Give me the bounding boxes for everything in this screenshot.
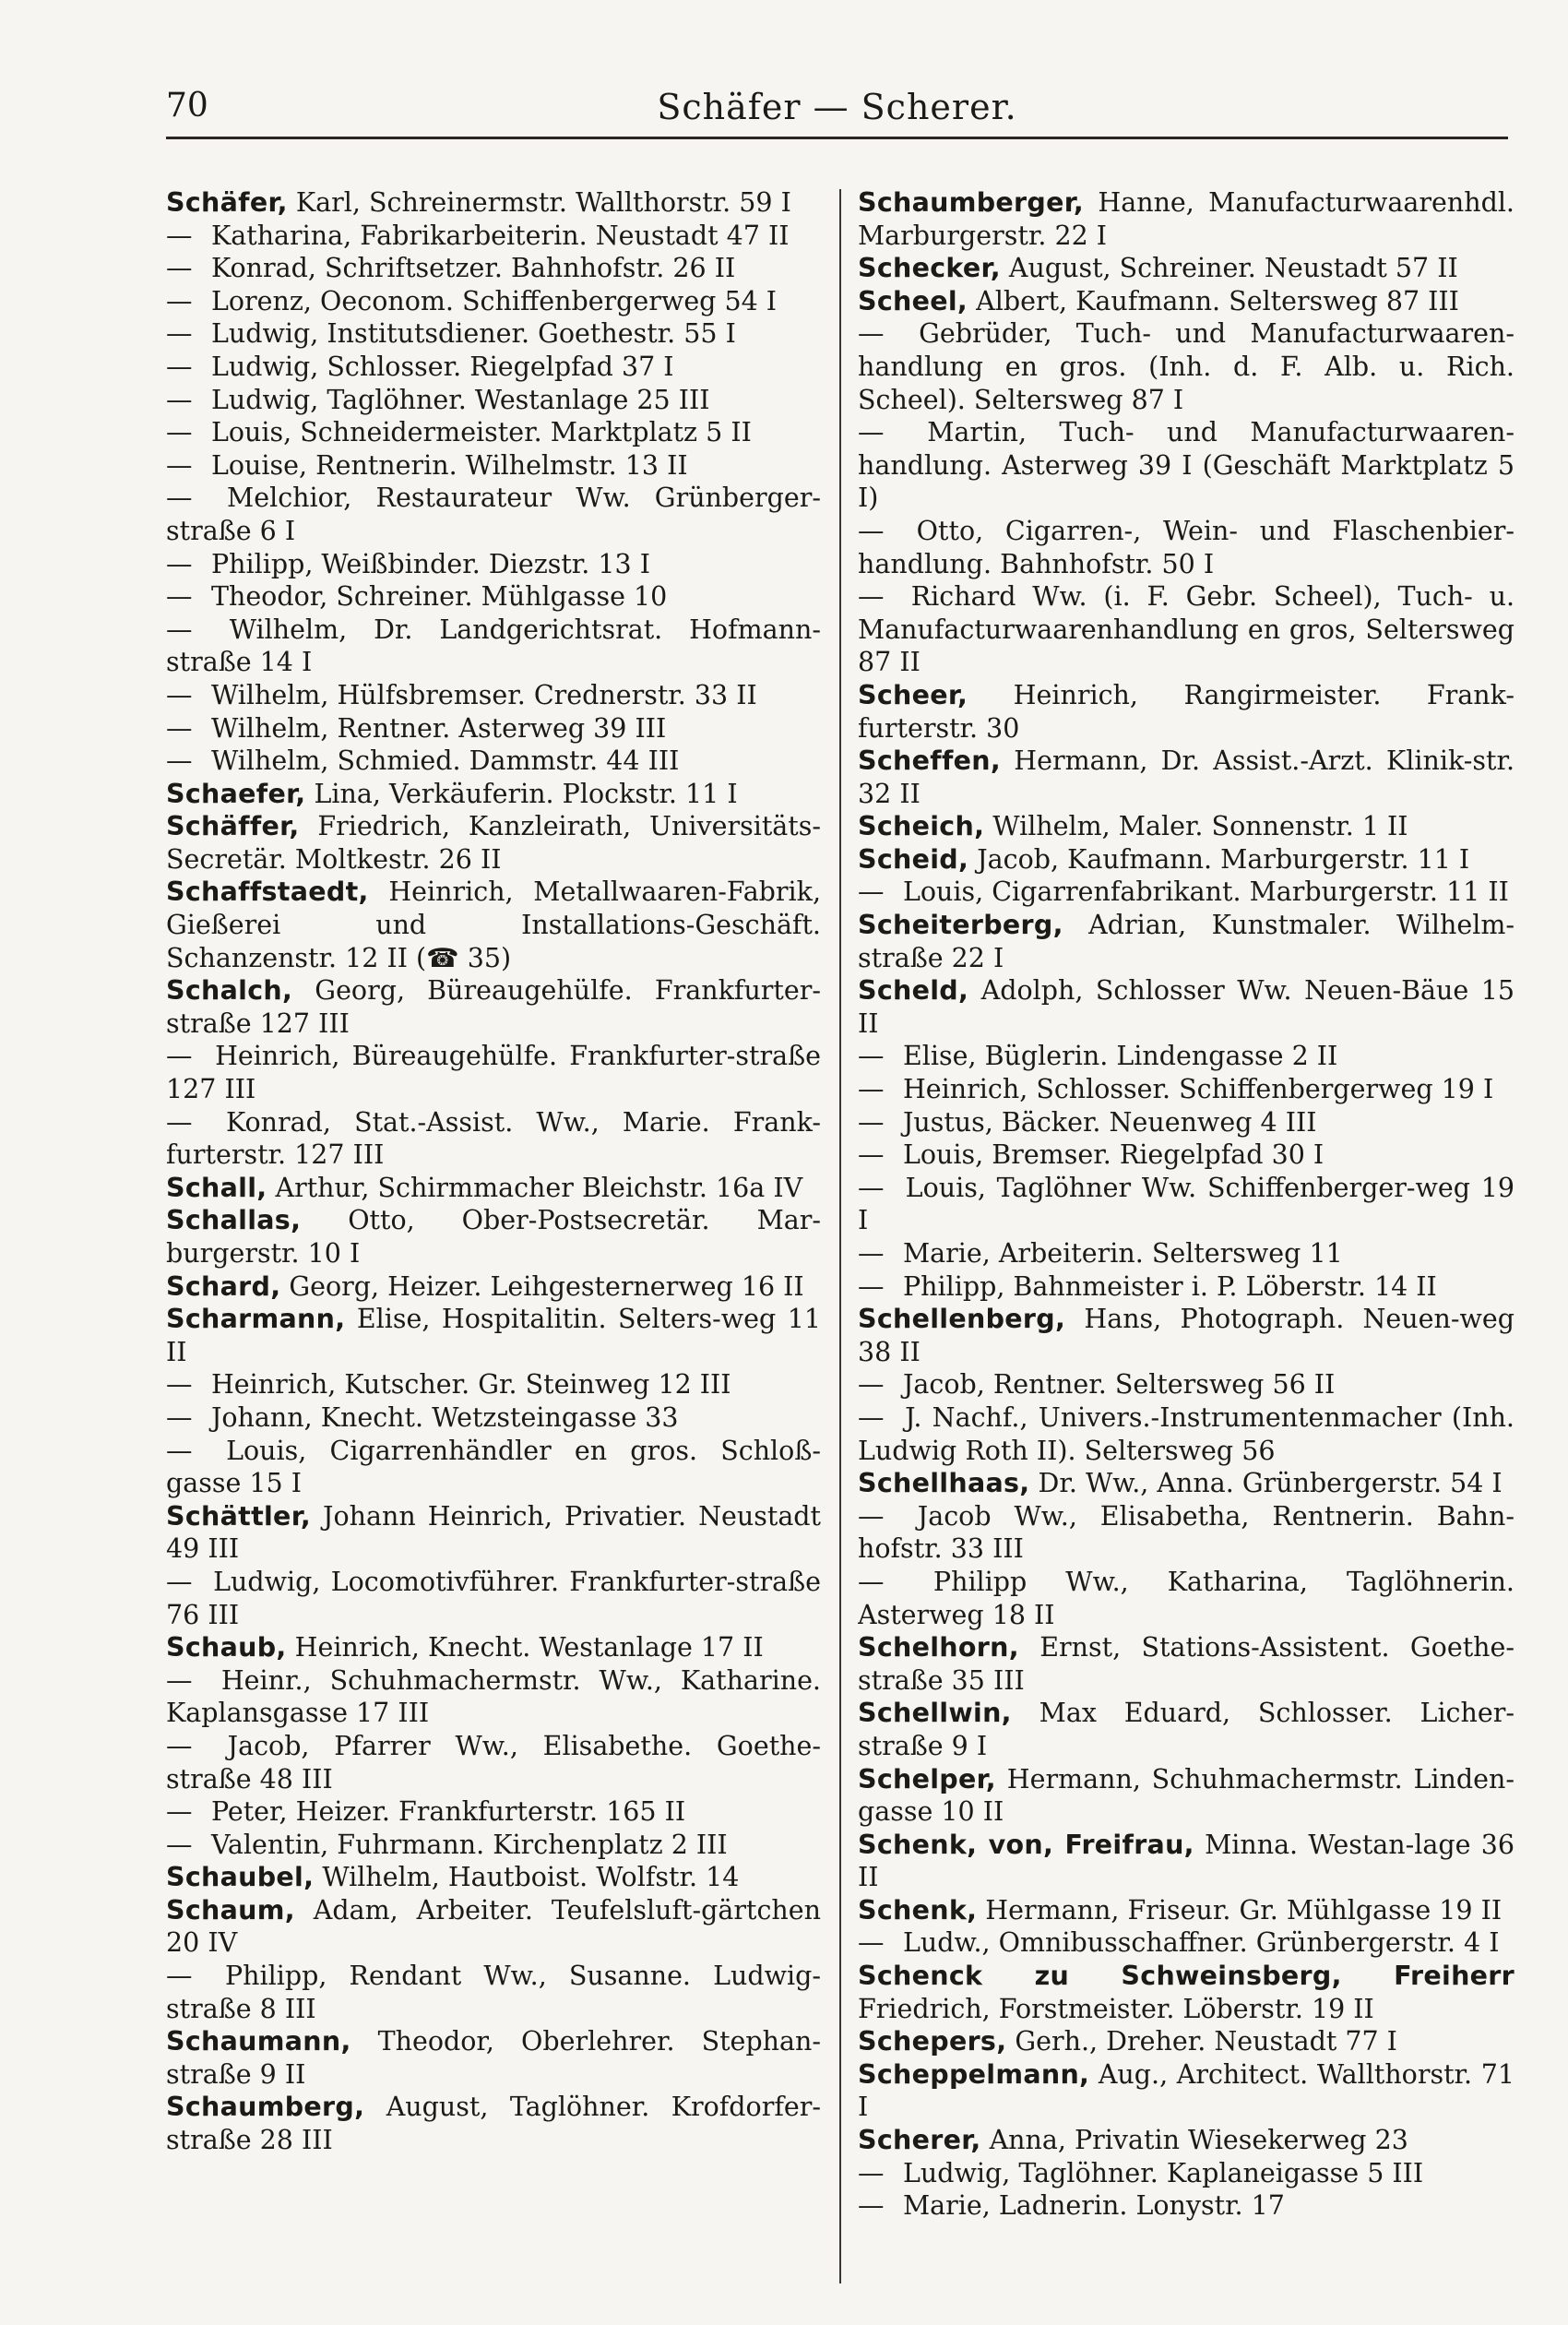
directory-entry	[166, 580, 821, 614]
directory-entry	[166, 974, 821, 1040]
directory-entry	[166, 1040, 821, 1105]
entry-details: Gerh., Dreher. Neustadt 77 I	[1015, 2026, 1397, 2057]
entry-surname: Schaum,	[166, 1894, 295, 1926]
entry-surname: Schaumberg,	[166, 2092, 365, 2123]
entry-surname: —	[166, 679, 193, 710]
entry-details: Elise, Hospitalitin. Selters-weg 11 II	[166, 1304, 821, 1367]
directory-entry	[858, 974, 1515, 1040]
entry-details: Heinrich, Knecht. Westanlage 17 II	[294, 1632, 764, 1663]
directory-entry	[166, 2091, 821, 2156]
entry-details: Louis, Cigarrenhändler en gros. Schloß-gasse 15 I	[166, 1435, 821, 1499]
directory-entry	[858, 909, 1515, 974]
entry-details: Adrian, Kunstmaler. Wilhelm-straße 22 I	[858, 910, 1515, 973]
entry-details: Marie, Ladnerin. Lonystr. 17	[902, 2190, 1285, 2222]
entry-surname: —	[858, 1566, 885, 1597]
directory-entry	[858, 843, 1515, 876]
directory-entry	[166, 449, 821, 483]
entry-surname: Scheppelmann,	[858, 2058, 1090, 2090]
entry-surname: —	[858, 1139, 885, 1171]
directory-entry	[166, 1664, 821, 1730]
entry-details: Peter, Heizer. Frankfurterstr. 165 II	[210, 1796, 686, 1828]
entry-details: J. Nachf., Univers.-Instrumentenmacher (Inh. Ludwig Roth II). Seltersweg 56	[858, 1401, 1515, 1466]
entry-surname: —	[858, 1106, 885, 1138]
directory-entry	[166, 548, 821, 581]
entry-surname: Scheffen,	[858, 745, 1001, 777]
directory-entry	[858, 1401, 1515, 1467]
entry-surname: Schaub,	[166, 1632, 287, 1663]
directory-entry	[858, 317, 1515, 416]
directory-entry	[166, 1106, 821, 1172]
entry-details: Max Eduard, Schlosser. Licher-straße 9 I	[858, 1698, 1515, 1761]
entry-details: Ernst, Stations-Assistent. Goethe-straße 35 III	[858, 1632, 1515, 1696]
entry-details: Valentin, Fuhrmann. Kirchenplatz 2 III	[210, 1829, 728, 1860]
entry-details: Louis, Cigarrenfabrikant. Marburgerstr. 11 II	[902, 876, 1509, 908]
directory-entry	[166, 778, 821, 811]
entry-surname: Schall,	[166, 1172, 267, 1203]
directory-entry	[858, 1697, 1515, 1762]
entry-surname: —	[858, 1500, 885, 1532]
entry-surname: —	[166, 745, 193, 777]
directory-entry	[858, 1040, 1515, 1073]
entry-details: Louise, Rentnerin. Wilhelmstr. 13 II	[210, 449, 688, 481]
entry-surname: Schenck zu Schweinsberg, Freiherr	[858, 1961, 1515, 1992]
entry-surname: Schellwin,	[858, 1698, 1012, 1729]
entry-details: Marie, Arbeiterin. Seltersweg 11	[902, 1238, 1343, 1269]
directory-entry	[858, 285, 1515, 318]
entry-details: Anna, Privatin Wiesekerweg 23	[989, 2125, 1408, 2156]
directory-entry	[858, 1270, 1515, 1304]
directory-entry	[166, 252, 821, 285]
entry-details: Philipp Ww., Katharina, Taglöhnerin. Asterweg 18 II	[858, 1566, 1515, 1630]
directory-entry	[858, 1303, 1515, 1368]
directory-entry	[166, 1894, 821, 1960]
directory-entry	[166, 614, 821, 679]
directory-entry	[166, 317, 821, 351]
entry-details: Hermann, Schuhmachermstr. Linden-gasse 10 II	[858, 1763, 1515, 1828]
entry-details: Katharina, Fabrikarbeiterin. Neustadt 47 II	[210, 220, 790, 251]
entry-surname: —	[166, 384, 193, 415]
directory-entry	[166, 1500, 821, 1566]
entry-details: Friedrich, Forstmeister. Löberstr. 19 II	[858, 1993, 1374, 2024]
entry-details: Elise, Büglerin. Lindengasse 2 II	[902, 1041, 1338, 1072]
entry-surname: Scheiterberg,	[858, 910, 1063, 941]
entry-details: Georg, Heizer. Leihgesternerweg 16 II	[289, 1270, 804, 1302]
directory-entry	[166, 679, 821, 712]
entry-surname: Schaffstaedt,	[166, 876, 369, 908]
entry-surname: —	[166, 1106, 193, 1138]
directory-entry	[166, 1401, 821, 1435]
entry-details: Louis, Bremser. Riegelpfad 30 I	[902, 1139, 1324, 1171]
entry-details: Jacob, Rentner. Seltersweg 56 II	[902, 1369, 1336, 1401]
directory-entry	[858, 1894, 1515, 1927]
entry-details: Wilhelm, Dr. Landgerichtsrat. Hofmann-straße 14 I	[166, 614, 821, 678]
entry-surname: —	[166, 1435, 193, 1466]
entry-details: Johann, Knecht. Wetzsteingasse 33	[210, 1401, 679, 1433]
entry-details: Heinrich, Kutscher. Gr. Steinweg 12 III	[210, 1369, 731, 1401]
entry-details: Konrad, Schriftsetzer. Bahnhofstr. 26 II	[210, 253, 736, 284]
entry-surname: —	[858, 1401, 885, 1433]
directory-entry	[858, 2058, 1515, 2124]
running-title: Schäfer — Scherer.	[657, 87, 1017, 127]
entry-surname: —	[858, 2157, 885, 2188]
directory-entry	[166, 285, 821, 318]
entry-details: Wilhelm, Schmied. Dammstr. 44 III	[210, 745, 680, 777]
directory-entry	[166, 384, 821, 417]
directory-entry	[166, 1172, 821, 1205]
entry-details: Heinrich, Rangirmeister. Frank-furterstr. 30	[858, 679, 1515, 744]
entry-surname: —	[858, 417, 885, 448]
directory-entry	[166, 351, 821, 384]
directory-entry	[858, 1500, 1515, 1566]
entry-details: Ludwig, Taglöhner. Kaplaneigasse 5 III	[902, 2157, 1424, 2188]
entry-surname: —	[858, 1074, 885, 1105]
directory-entry	[166, 745, 821, 778]
directory-entry	[858, 252, 1515, 285]
directory-entry	[166, 1204, 821, 1270]
directory-entry	[858, 1237, 1515, 1270]
entry-surname: —	[166, 1041, 193, 1072]
entry-surname: —	[858, 318, 885, 350]
directory-entry	[166, 1861, 821, 1894]
entry-surname: Schepers,	[858, 2026, 1007, 2057]
entry-surname: —	[166, 1401, 193, 1433]
directory-entry	[858, 1073, 1515, 1106]
entry-surname: —	[858, 1369, 885, 1401]
entry-details: Philipp, Bahnmeister i. P. Löberstr. 14 II	[902, 1270, 1437, 1302]
entry-details: Konrad, Stat.-Assist. Ww., Marie. Frank-furterstr. 127 III	[166, 1106, 821, 1171]
entry-surname: Schenk,	[858, 1894, 978, 1926]
directory-entry	[858, 1172, 1515, 1237]
entry-details: Karl, Schreinermstr. Wallthorstr. 59 I	[295, 187, 791, 218]
entry-details: Richard Ww. (i. F. Gebr. Scheel), Tuch- u. Manufacturwaarenhandlung en gros, Seltersweg 87 II	[858, 581, 1515, 678]
directory-entry	[166, 1631, 821, 1664]
entry-surname: Schellenberg,	[858, 1304, 1066, 1335]
entry-surname: —	[166, 1730, 193, 1761]
directory-entry	[858, 2025, 1515, 2058]
directory-entry	[166, 2025, 821, 2091]
entry-surname: Schaefer,	[166, 778, 306, 809]
entry-surname: —	[166, 1796, 193, 1828]
entry-details: Otto, Cigarren-, Wein- und Flaschenbier-handlung. Bahnhofstr. 50 I	[858, 515, 1515, 579]
entry-details: Ludwig, Taglöhner. Westanlage 25 III	[210, 384, 710, 415]
entry-surname: Scheld,	[858, 975, 969, 1007]
column-divider	[839, 189, 841, 2283]
entry-details: Georg, Büreaugehülfe. Frankfurter-straße 127 III	[166, 975, 821, 1039]
entry-details: Ludwig, Institutsdiener. Goethestr. 55 I	[210, 318, 736, 350]
entry-details: Friedrich, Kanzleirath, Universitäts-Secretär. Moltkestr. 26 II	[166, 811, 821, 875]
entry-surname: Schelhorn,	[858, 1632, 1019, 1663]
entry-surname: Schelper,	[858, 1763, 996, 1794]
entry-surname: —	[166, 1664, 193, 1696]
directory-entry	[166, 220, 821, 253]
entry-details: Melchior, Restaurateur Ww. Grünberger-straße 6 I	[166, 483, 821, 546]
entry-details: Hanne, Manufacturwaarenhdl. Marburgerstr. 22 I	[858, 187, 1515, 251]
entry-surname: Schellhaas,	[858, 1468, 1030, 1499]
directory-entry	[166, 482, 821, 547]
directory-entry	[858, 2189, 1515, 2223]
entry-surname: —	[166, 220, 193, 251]
entry-surname: Schaubel,	[166, 1862, 315, 1893]
entry-details: Albert, Kaufmann. Seltersweg 87 III	[976, 285, 1459, 316]
directory-entry	[858, 1926, 1515, 1960]
entry-surname: Scharmann,	[166, 1304, 346, 1335]
directory-entry	[858, 1139, 1515, 1172]
entry-details: Wilhelm, Rentner. Asterweg 39 III	[210, 712, 667, 744]
entry-details: Louis, Schneidermeister. Marktplatz 5 II	[210, 417, 752, 448]
entry-surname: Scherer,	[858, 2125, 981, 2156]
right-column	[858, 186, 1515, 2308]
page-number: 70	[166, 87, 208, 125]
entry-surname: —	[858, 1270, 885, 1302]
entry-surname: —	[166, 1961, 193, 1992]
entry-surname: —	[858, 1927, 885, 1959]
entry-surname: Schard,	[166, 1270, 281, 1302]
entry-surname: Schaumann,	[166, 2026, 351, 2057]
directory-entry	[858, 2124, 1515, 2157]
entry-surname: —	[166, 614, 193, 645]
entry-surname: —	[858, 1238, 885, 1269]
entry-details: Ludw., Omnibusschaffner. Grünbergerstr. 4 I	[902, 1927, 1500, 1959]
directory-entry	[858, 1960, 1515, 2025]
entry-details: Heinrich, Schlosser. Schiffenbergerweg 19 I	[902, 1074, 1494, 1105]
directory-entry	[166, 416, 821, 449]
entry-surname: Schättler,	[166, 1500, 311, 1532]
entry-details: Jacob, Kaufmann. Marburgerstr. 11 I	[977, 843, 1470, 875]
entry-details: Aug., Architect. Wallthorstr. 71 I	[858, 2058, 1515, 2123]
entry-surname: Scheel,	[858, 285, 968, 316]
entry-surname: Schecker,	[858, 253, 1001, 284]
entry-surname: —	[166, 1829, 193, 1860]
directory-entry	[858, 1467, 1515, 1500]
entry-details: Ludwig, Schlosser. Riegelpfad 37 I	[210, 351, 674, 382]
entry-surname: —	[166, 351, 193, 382]
entry-details: Wilhelm, Maler. Sonnenstr. 1 II	[992, 811, 1408, 842]
directory-entry	[166, 1435, 821, 1500]
entry-details: Philipp, Weißbinder. Diezstr. 13 I	[210, 548, 650, 579]
directory-entry	[166, 1829, 821, 1862]
directory-entry	[166, 1368, 821, 1401]
entry-surname: —	[166, 581, 193, 613]
entry-surname: Scheer,	[858, 679, 968, 710]
directory-entry	[858, 1763, 1515, 1829]
directory-entry	[858, 810, 1515, 843]
page-header	[166, 81, 1508, 139]
entry-details: Otto, Ober-Postsecretär. Mar-burgerstr. 10 I	[166, 1205, 821, 1269]
directory-entry	[858, 416, 1515, 515]
entry-details: Wilhelm, Hautboist. Wolfstr. 14	[322, 1862, 740, 1893]
entry-surname: Schaumberger,	[858, 187, 1085, 218]
entry-surname: —	[858, 1172, 885, 1203]
entry-surname: —	[166, 712, 193, 744]
entry-details: Gebrüder, Tuch- und Manufacturwaaren-handlung en gros. (Inh. d. F. Alb. u. Rich. Scheel). Seltersweg 87 I	[858, 318, 1515, 415]
directory-entry	[166, 1270, 821, 1304]
entry-details: Lina, Verkäuferin. Plockstr. 11 I	[314, 778, 738, 809]
entry-surname: Scheich,	[858, 811, 985, 842]
entry-details: Minna. Westan-lage 36 II	[858, 1829, 1515, 1893]
directory-entry	[166, 1566, 821, 1631]
directory-entry	[166, 1960, 821, 2025]
entry-details: Justus, Bäcker. Neuenweg 4 III	[902, 1106, 1317, 1138]
entry-details: Theodor, Schreiner. Mühlgasse 10	[210, 581, 668, 613]
directory-entry	[858, 1106, 1515, 1139]
entry-details: Johann Heinrich, Privatier. Neustadt 49 III	[166, 1500, 821, 1565]
entry-details: Dr. Ww., Anna. Grünbergerstr. 54 I	[1038, 1468, 1503, 1499]
entry-details: Philipp, Rendant Ww., Susanne. Ludwig-straße 8 III	[166, 1961, 821, 2024]
entry-details: Hermann, Dr. Assist.-Arzt. Klinik-str. 32 II	[858, 745, 1515, 809]
entry-details: Hermann, Friseur. Gr. Mühlgasse 19 II	[985, 1894, 1503, 1926]
directory-entry	[858, 1566, 1515, 1631]
entry-surname: —	[858, 2190, 885, 2222]
directory-entry	[166, 712, 821, 745]
entry-surname: —	[166, 449, 193, 481]
entry-details: Heinrich, Metallwaaren-Fabrik, Gießerei und Installations-Geschäft. Schanzenstr. 12 II (☎ 35)	[166, 876, 821, 973]
directory-entry	[858, 876, 1515, 909]
entry-surname: —	[166, 417, 193, 448]
entry-details: August, Taglöhner. Krofdorfer-straße 28 III	[166, 2092, 821, 2156]
entry-surname: —	[166, 253, 193, 284]
directory-entry	[858, 745, 1515, 810]
entry-surname: Schäffer,	[166, 811, 300, 842]
directory-entry	[858, 679, 1515, 745]
directory-entry	[166, 186, 821, 220]
entry-surname: —	[858, 876, 885, 908]
entry-details: Ludwig, Locomotivführer. Frankfurter-straße 76 III	[166, 1566, 821, 1630]
entry-surname: —	[166, 1566, 193, 1597]
entry-surname: —	[858, 1041, 885, 1072]
directory-entry	[858, 2157, 1515, 2190]
entry-surname: Schäfer,	[166, 187, 288, 218]
entry-surname: Schenk, von, Freifrau,	[858, 1829, 1194, 1860]
entry-details: Louis, Taglöhner Ww. Schiffenberger-weg 19 I	[858, 1172, 1515, 1236]
entry-surname: Schallas,	[166, 1205, 302, 1236]
entry-details: Martin, Tuch- und Manufacturwaaren-handlung. Asterweg 39 I (Geschäft Marktplatz 5 I)	[858, 417, 1515, 514]
directory-entry	[858, 1631, 1515, 1697]
directory-entry	[166, 1795, 821, 1829]
entry-surname: —	[166, 285, 193, 316]
directory-entry	[166, 810, 821, 876]
directory-entry	[166, 1303, 821, 1368]
directory-entry	[858, 515, 1515, 580]
entry-surname: Scheid,	[858, 843, 969, 875]
entry-details: Lorenz, Oeconom. Schiffenbergerweg 54 I	[210, 285, 778, 316]
directory-entry	[166, 1730, 821, 1795]
entry-surname: Schalch,	[166, 975, 293, 1007]
entry-details: Arthur, Schirmmacher Bleichstr. 16a IV	[275, 1172, 803, 1203]
entry-details: Jacob, Pfarrer Ww., Elisabethe. Goethe-straße 48 III	[166, 1730, 821, 1794]
entry-details: Heinr., Schuhmachermstr. Ww., Katharine. Kaplansgasse 17 III	[166, 1664, 821, 1729]
entry-details: Hans, Photograph. Neuen-weg 38 II	[858, 1304, 1515, 1367]
entry-surname: —	[166, 483, 193, 514]
entry-surname: —	[166, 548, 193, 579]
entry-surname: —	[166, 318, 193, 350]
entry-details: Adam, Arbeiter. Teufelsluft-gärtchen 20 IV	[166, 1894, 821, 1959]
entry-surname: —	[858, 581, 885, 613]
directory-entry	[858, 1829, 1515, 1894]
entry-details: Theodor, Oberlehrer. Stephan-straße 9 II	[166, 2026, 821, 2090]
directory-entry	[858, 580, 1515, 679]
left-column	[166, 186, 821, 2308]
entry-details: Jacob Ww., Elisabetha, Rentnerin. Bahn-hofstr. 33 III	[858, 1500, 1515, 1565]
directory-entry	[166, 876, 821, 974]
entry-details: Heinrich, Büreaugehülfe. Frankfurter-straße 127 III	[166, 1041, 821, 1105]
entry-details: Adolph, Schlosser Ww. Neuen-Bäue 15 II	[858, 975, 1515, 1039]
entry-details: August, Schreiner. Neustadt 57 II	[1008, 253, 1458, 284]
directory-entry	[858, 186, 1515, 252]
entry-surname: —	[166, 1369, 193, 1401]
entry-details: Wilhelm, Hülfsbremser. Crednerstr. 33 II	[210, 679, 757, 710]
directory-entry	[858, 1368, 1515, 1401]
entry-surname: —	[858, 515, 885, 546]
